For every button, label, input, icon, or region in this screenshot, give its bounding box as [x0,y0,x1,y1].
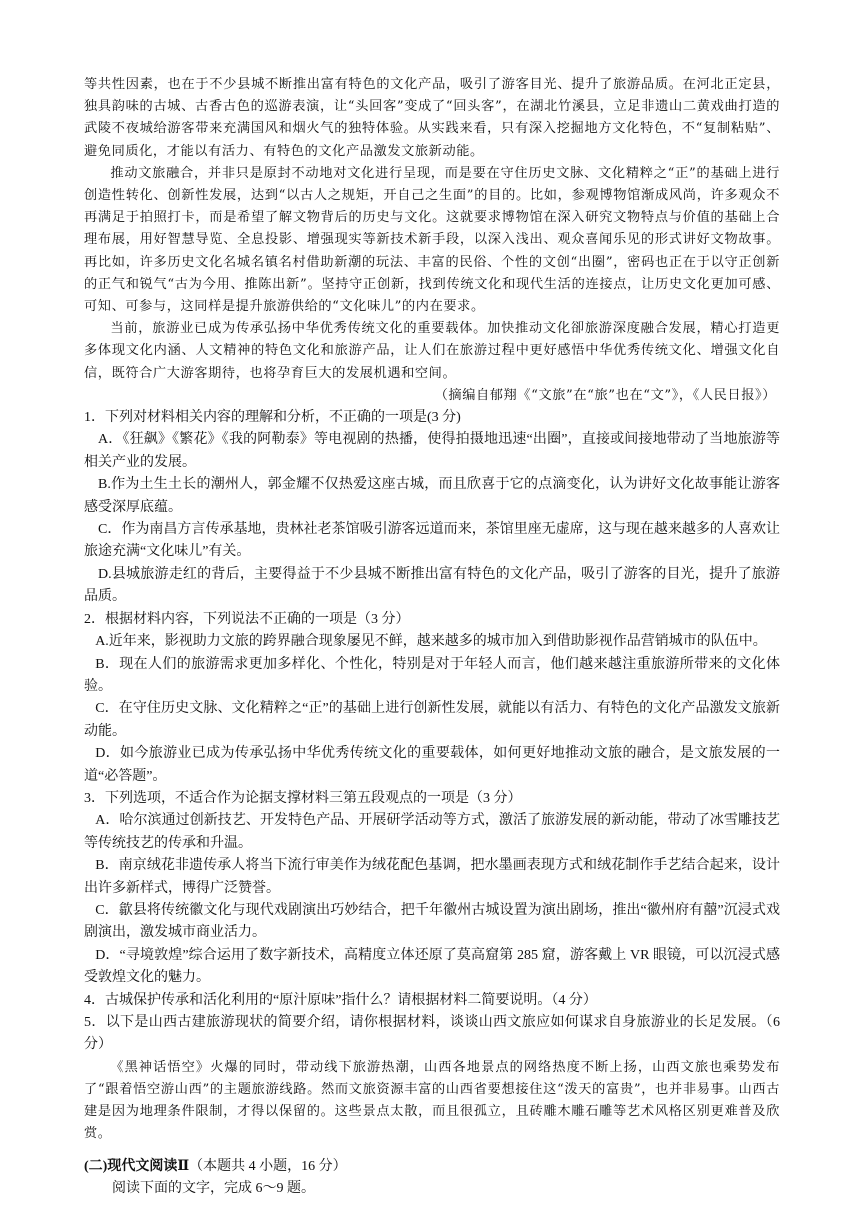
section-heading [84,1156,780,1178]
option-b: B.作为土生土长的潮州人，郭金耀不仅热爱这座古城，而且欣喜于它的点滴变化，认为讲好文化故事能让游客感受深厚底蕴。 [84,477,780,515]
option-c: C．歙县将传统徽文化与现代戏剧演出巧妙结合，把千年徽州古城设置为演出剧场，推出“徽州府有囍”沉浸式戏剧演出，激发城市商业活力。 [84,902,780,941]
passage-paragraph: 推动文旅融合，并非只是原封不动地对文化进行呈现，而是要在守住历史文脉、文化精粹之“正”的基础上进行创造性转化、创新性发展，达到“以古人之规矩，开自己之生面”的目的。比如，参观博物馆渐成风尚，许多观众不再满足于拍照打卡，而是希望了解文物背后的历史与文化。这就要求博物馆在深入研究文物特点与价值的基础上合理布展，用好智慧导览、全息投影、增强现实等新技术新手段，以深入浅出、观众喜闻乐见的形式讲好文物故事。再比如，许多历史文化名城名镇名村借助新潮的玩法、丰富的民俗、个性的文创“出圈”，密码也正在于以守正创新的正气和锐气“古为今用、推陈出新”。坚持守正创新，找到传统文化和现代生活的连接点，让历史文化更加可感、可知、可参与，这同样是提升旅游供给的“文化味儿”的内在要求。 [84,165,780,315]
passage-paragraph: 当前，旅游业已成为传承弘扬中华优秀传统文化的重要载体。加快推动文化卻旅游深度融合发展，精心打造更多体现文化内涵、人文精神的特色文化和旅游产品，让人们在旅游过程中更好感悟中华优秀传统文化、增强文化自信，既符合广大游客期待，也将孕育巨大的发展机遇和空间。 [84,321,780,381]
section-2-header [84,1156,780,1201]
option-c: C．在守住历史文脉、文化精粹之“正”的基础上进行创新性发展，就能以有活力、有特色的文化产品激发文旅新动能。 [84,701,780,739]
question-stem: 5．以下是山西古建旅游现状的简要介绍，请你根据材料，谈谈山西文旅应如何谋求自身旅游业的长足发展。（6 分） [84,1015,780,1053]
option-b: B．现在人们的旅游需求更加多样化、个性化，特别是对于年轻人而言，他们越来越注重旅游所带来的文化体验。 [84,656,780,694]
section-note: （本题共 4 小题，16 分） [189,1158,347,1174]
question-1 [84,407,780,609]
option-d: D．如今旅游业已成为传承弘扬中华优秀传统文化的重要载体，如何更好地推动文旅的融合，是文旅发展的一道“必答题”。 [84,746,780,784]
question-4 [84,990,780,1012]
option-a: A.近年来，影视助力文旅的跨界融合现象屡见不鲜，越来越多的城市加入到借助影视作品营销城市的队伍中。 [95,634,767,650]
option-c: C．作为南昌方言传承基地，贵林社老茶馆吸引游客远道而来，茶馆里座无虚席，这与现在越来越多的人喜欢让旅途充满“文化味儿”有关。 [84,522,780,560]
reading-passage [84,74,780,407]
question-2 [84,609,780,788]
option-b: B．南京绒花非遗传承人将当下流行审美作为绒花配色基调，把水墨画表现方式和绒花制作手艺结合起来，设计出许多新样式，博得广泛赞誉。 [84,858,780,896]
material-paragraph: 《黑神话悟空》火爆的同时，带动线下旅游热潮，山西各地景点的网络热度不断上扬，山西文旅也乘势发布了“跟着悟空游山西”的主题旅游线路。然而文旅资源丰富的山西省要想接住这“泼天的富贵”，也并非易事。山西古建是因为地理条件限制，才得以保留的。这些景点太散，而且很孤立，且砖雕木雕石雕等艺术风格区别更难普及欣赏。 [84,1059,780,1142]
question-stem: 4．古城保护传承和活化利用的“原汁原味”指什么？请根据材料二简要说明。（4 分） [84,992,597,1008]
question-list [84,407,780,1057]
section-instruction: 阅读下面的文字，完成 6～9 题。 [112,1181,315,1197]
question-5-material [84,1057,780,1146]
option-a: A．哈尔滨通过创新技艺、开发特色产品、开展研学活动等方式，激活了旅游发展的新动能，带动了冰雪雕技艺等传统技艺的传承和升温。 [84,813,780,851]
option-a: A．《狂飙》《繁花》《我的阿勒泰》等电视剧的热播，使得拍摄地迅速“出圈”，直接或间接地带动了当地旅游等相关产业的发展。 [84,432,780,470]
passage-paragraph: 等共性因素，也在于不少县城不断推出富有特色的文化产品，吸引了游客目光、提升了旅游品质。在河北正定县，独具韵味的古城、古香古色的巡游表演，让“头回客”变成了“回头客”，在湖北竹溪县，立足非遗山二黄戏曲打造的武陵不夜城给游客带来充满国风和烟火气的独特体验。从实践来看，只有深入挖掘地方文化特色，不“复制粘贴”、避免同质化，才能以有活力、有特色的文化产品激发文旅新动能。 [84,77,780,159]
option-d: D.县城旅游走红的背后，主要得益于不少县城不断推出富有特色的文化产品，吸引了游客的目光，提升了旅游品质。 [84,566,780,605]
passage-source: （摘编自郁翔《“文旅”在“旅”也在“文”》，《人民日报》） [434,387,776,403]
question-stem: 1．下列对材料相关内容的理解和分析，不正确的一项是(3 分) [84,410,461,426]
option-d: D．“寻境敦煌”综合运用了数字新技术，高精度立体还原了莫高窟第 285 窟，游客戴上 VR 眼镜，可以沉浸式感受敦煌文化的魅力。 [84,947,780,986]
question-5 [84,1012,780,1057]
section-title: (二)现代文阅读Ⅱ [84,1158,190,1174]
question-stem: 3．下列选项，不适合作为论据支撑材料三第五段观点的一项是（3 分） [84,790,522,806]
question-stem: 2．根据材料内容，下列说法不正确的一项是（3 分） [84,611,410,627]
question-3 [84,788,780,990]
